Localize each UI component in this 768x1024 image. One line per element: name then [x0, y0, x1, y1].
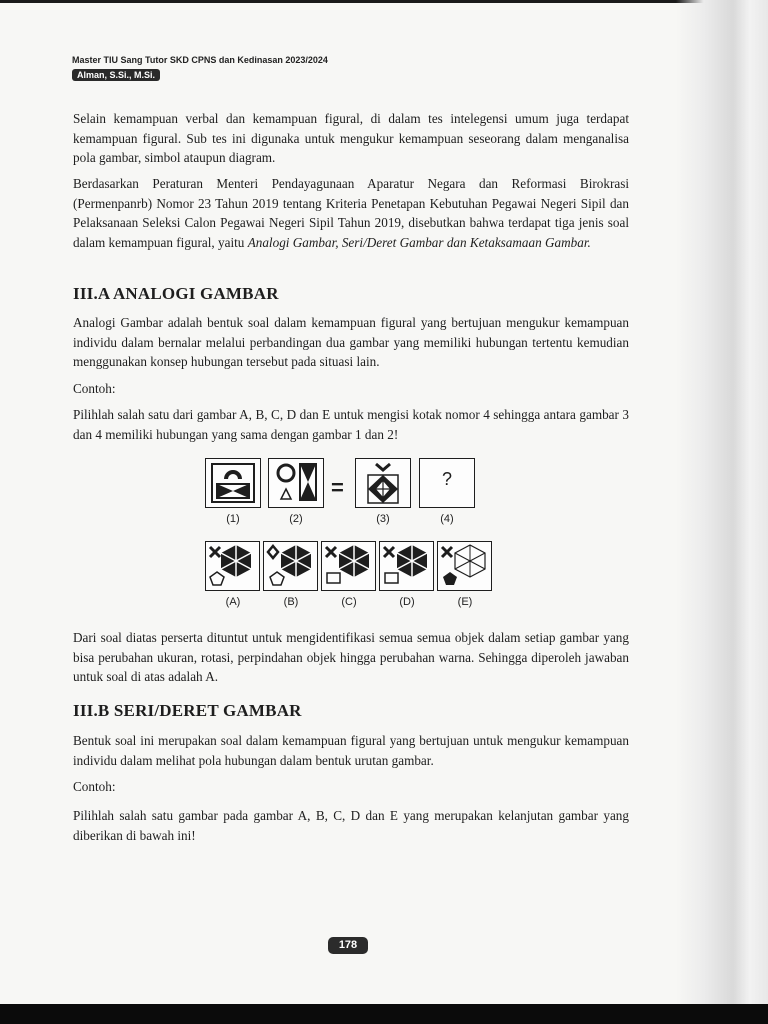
- running-header-title: Master TIU Sang Tutor SKD CPNS dan Kedinasan 2023/2024: [72, 55, 328, 65]
- section-heading-analogi: III.A ANALOGI GAMBAR: [73, 284, 279, 303]
- page-number-badge: 178: [328, 937, 368, 954]
- option-box-e: [437, 541, 492, 591]
- caption-2: (2): [289, 513, 303, 525]
- paragraph-regulation-italic: Analogi Gambar, Seri/Deret Gambar dan Ketaksamaan Gambar.: [247, 234, 591, 250]
- option-box-d: [379, 541, 434, 591]
- question-box-4-empty: [419, 458, 475, 508]
- option-d-drawing: [380, 542, 433, 590]
- scan-top-edge: [0, 0, 768, 3]
- caption-a: (A): [225, 596, 241, 608]
- question-box-3: [355, 458, 411, 508]
- paragraph-analogi-definition: Analogi Gambar adalah bentuk soal dalam kemampuan figural yang bertujuan mengukur kemampuan individu dalam bernalar melalui perbandingan dua gambar yang memiliki hubungan tertentu kemudian menggunakan konsep hubungan tersebut pada situasi lain.: [73, 315, 629, 369]
- box-2-drawing: [269, 459, 323, 507]
- question-box-2: [268, 458, 324, 508]
- caption-1: (1): [226, 513, 240, 525]
- contoh-label-a: Contoh:: [73, 381, 116, 396]
- paragraph-regulation: [73, 174, 629, 252]
- option-b-drawing: [264, 542, 317, 590]
- caption-b: (B): [283, 596, 299, 608]
- option-box-b: [263, 541, 318, 591]
- paragraph-intro: Selain kemampuan verbal dan kemampuan figural, di dalam tes intelegensi umum juga terdapat kemampuan figural. Sub tes ini digunaka untuk mengukur kemampuan seseorang dalam menganalisa pola gambar, simbol ataupun diagram.: [73, 111, 629, 165]
- option-c-drawing: [322, 542, 375, 590]
- option-a-drawing: [206, 542, 259, 590]
- box-1-drawing: [206, 459, 260, 507]
- running-header-author-badge: Alman, S.Si., M.Si.: [72, 69, 160, 81]
- box-3-drawing: [356, 459, 410, 507]
- caption-e: (E): [457, 596, 473, 608]
- question-mark: ?: [441, 469, 452, 489]
- caption-3: (3): [376, 513, 390, 525]
- option-box-c: [321, 541, 376, 591]
- paragraph-analogi-question: Pilihlah salah satu dari gambar A, B, C, D dan E untuk mengisi kotak nomor 4 sehingga antara gambar 3 dan 4 memiliki hubungan yang sama dengan gambar 1 dan 2!: [73, 407, 629, 442]
- question-box-1: [205, 458, 261, 508]
- paragraph-seri-definition: Bentuk soal ini merupakan soal dalam kemampuan figural yang bertujuan untuk mengukur kemampuan individu dalam melihat pola hubungan dalam bentuk urutan gambar.: [73, 733, 629, 768]
- analogy-figure: [205, 455, 495, 615]
- paragraph-analogi-explanation: Dari soal diatas perserta dituntut untuk mengidentifikasi semua semua objek dalam setiap gambar yang bisa perubahan ukuran, rotasi, perpindahan objek hingga perubahan warna. Sehingga diperoleh jawaban untuk soal di atas adalah A.: [73, 630, 629, 684]
- equals-sign: =: [331, 475, 344, 500]
- caption-4: (4): [440, 513, 454, 525]
- caption-c: (C): [341, 596, 357, 608]
- section-heading-seri: III.B SERI/DERET GAMBAR: [73, 701, 302, 720]
- scan-bottom-edge: [0, 1004, 768, 1024]
- option-box-a: [205, 541, 260, 591]
- caption-d: (D): [399, 596, 415, 608]
- contoh-label-b: Contoh:: [73, 779, 116, 794]
- page-spine-shadow: [676, 0, 768, 1004]
- option-e-drawing: [438, 542, 491, 590]
- paragraph-regulation-text: Berdasarkan Peraturan Menteri Pendayagunaan Aparatur Negara dan Reformasi Birokrasi (Permenpanrb) Nomor 23 Tahun 2019 tentang Kriteria Penetapan Kebutuhan Pegawai Negeri Sipil dan Pelaksanaan Seleksi Calon Pegawai Negeri Sipil Tahun 2019, disebutkan bahwa terdapat tiga jenis soal dalam kemampuan figural, yaitu: [73, 176, 629, 250]
- paragraph-seri-question: Pilihlah salah satu gambar pada gambar A, B, C, D dan E yang merupakan kelanjutan gambar yang diberikan di bawah ini!: [73, 808, 629, 843]
